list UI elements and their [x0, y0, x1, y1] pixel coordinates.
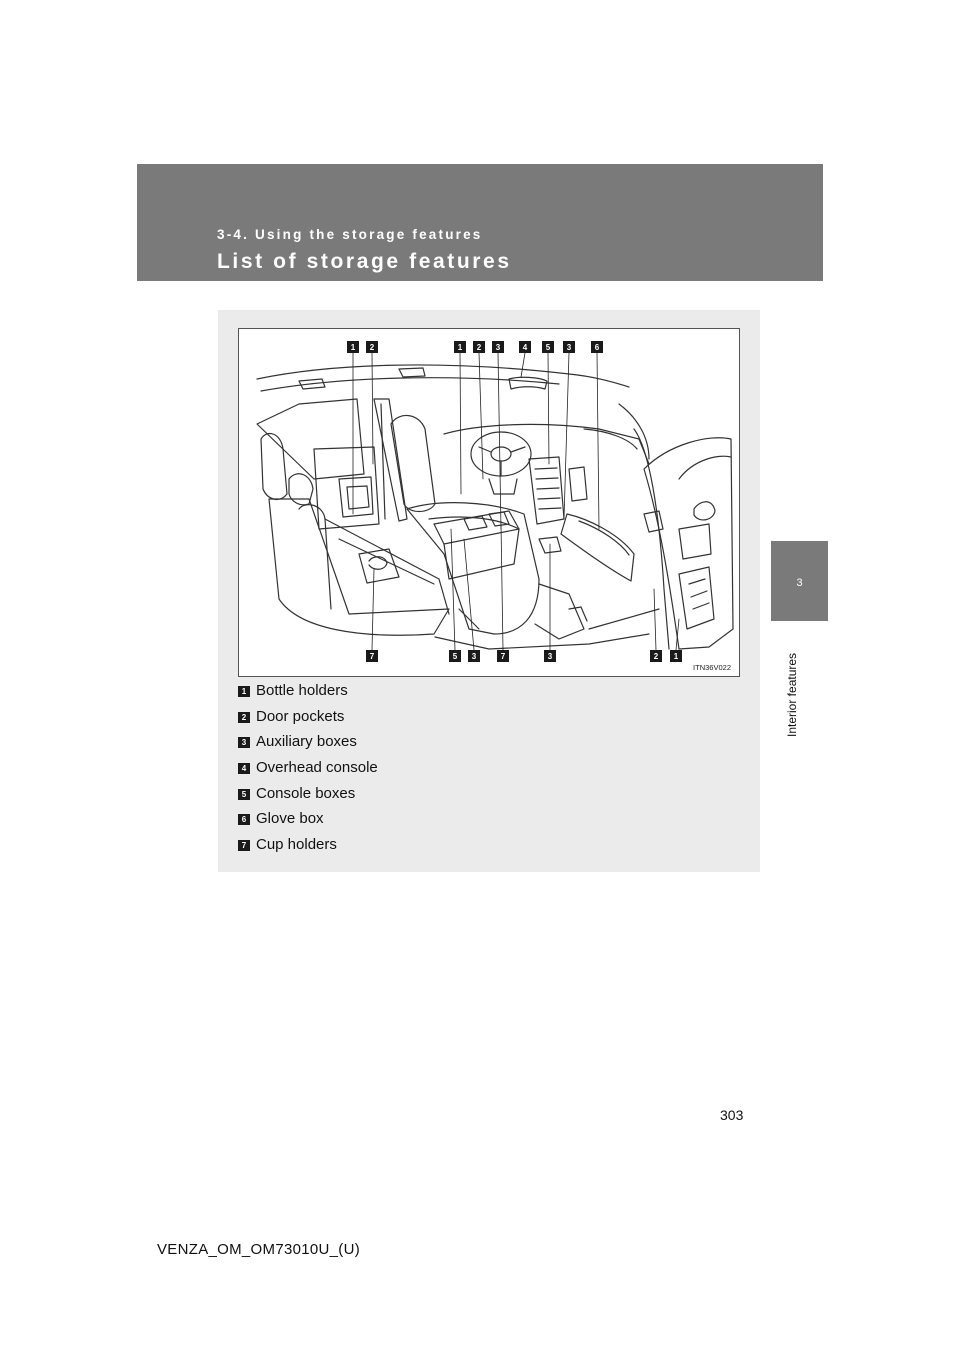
legend-number: 2 — [238, 712, 250, 723]
page-number: 303 — [720, 1107, 744, 1123]
callout-label: 7 — [369, 652, 375, 661]
callout-label: 2 — [369, 343, 375, 352]
chapter-number: 3 — [796, 577, 803, 589]
interior-illustration — [238, 328, 740, 677]
legend-label: Overhead console — [256, 759, 378, 777]
callout-label: 3 — [566, 343, 572, 352]
callout-label: 4 — [522, 343, 528, 352]
chapter-tab — [771, 541, 828, 621]
callout-label: 1 — [673, 652, 679, 661]
storage-panel — [218, 310, 760, 872]
legend-number: 1 — [238, 686, 250, 697]
callout-label: 5 — [452, 652, 458, 661]
legend-number: 5 — [238, 789, 250, 800]
callout-label: 2 — [476, 343, 482, 352]
page-title: List of storage features — [217, 250, 512, 273]
legend-label: Bottle holders — [256, 682, 348, 699]
callout-label: 1 — [457, 343, 463, 352]
legend-label: Door pockets — [256, 707, 345, 725]
callout-label: 7 — [500, 652, 506, 661]
chapter-title: Interior features — [785, 652, 799, 737]
legend-number: 3 — [238, 737, 250, 748]
legend-number: 6 — [238, 814, 250, 825]
page-header — [137, 164, 823, 281]
section-label: 3-4. Using the storage features — [217, 227, 483, 242]
legend-label: Cup holders — [256, 836, 337, 854]
callout-label: 3 — [495, 343, 501, 352]
callout-label: 3 — [471, 652, 477, 661]
legend-label: Auxiliary boxes — [256, 733, 357, 751]
callout-label: 5 — [545, 343, 551, 352]
bottom-callouts — [366, 650, 682, 662]
callout-label: 3 — [547, 652, 553, 661]
legend-label: Console boxes — [256, 784, 356, 802]
document-code: VENZA_OM_OM73010U_(U) — [157, 1241, 361, 1258]
figure-id: ITN36V022 — [693, 663, 731, 672]
legend-number: 7 — [238, 840, 250, 851]
legend-number: 4 — [238, 763, 250, 774]
top-callouts — [347, 341, 603, 353]
callout-label: 2 — [653, 652, 659, 661]
legend-label: Glove box — [256, 810, 324, 828]
callout-label: 1 — [350, 343, 356, 352]
car-interior-drawing — [239, 329, 739, 676]
callout-label: 6 — [594, 343, 600, 352]
